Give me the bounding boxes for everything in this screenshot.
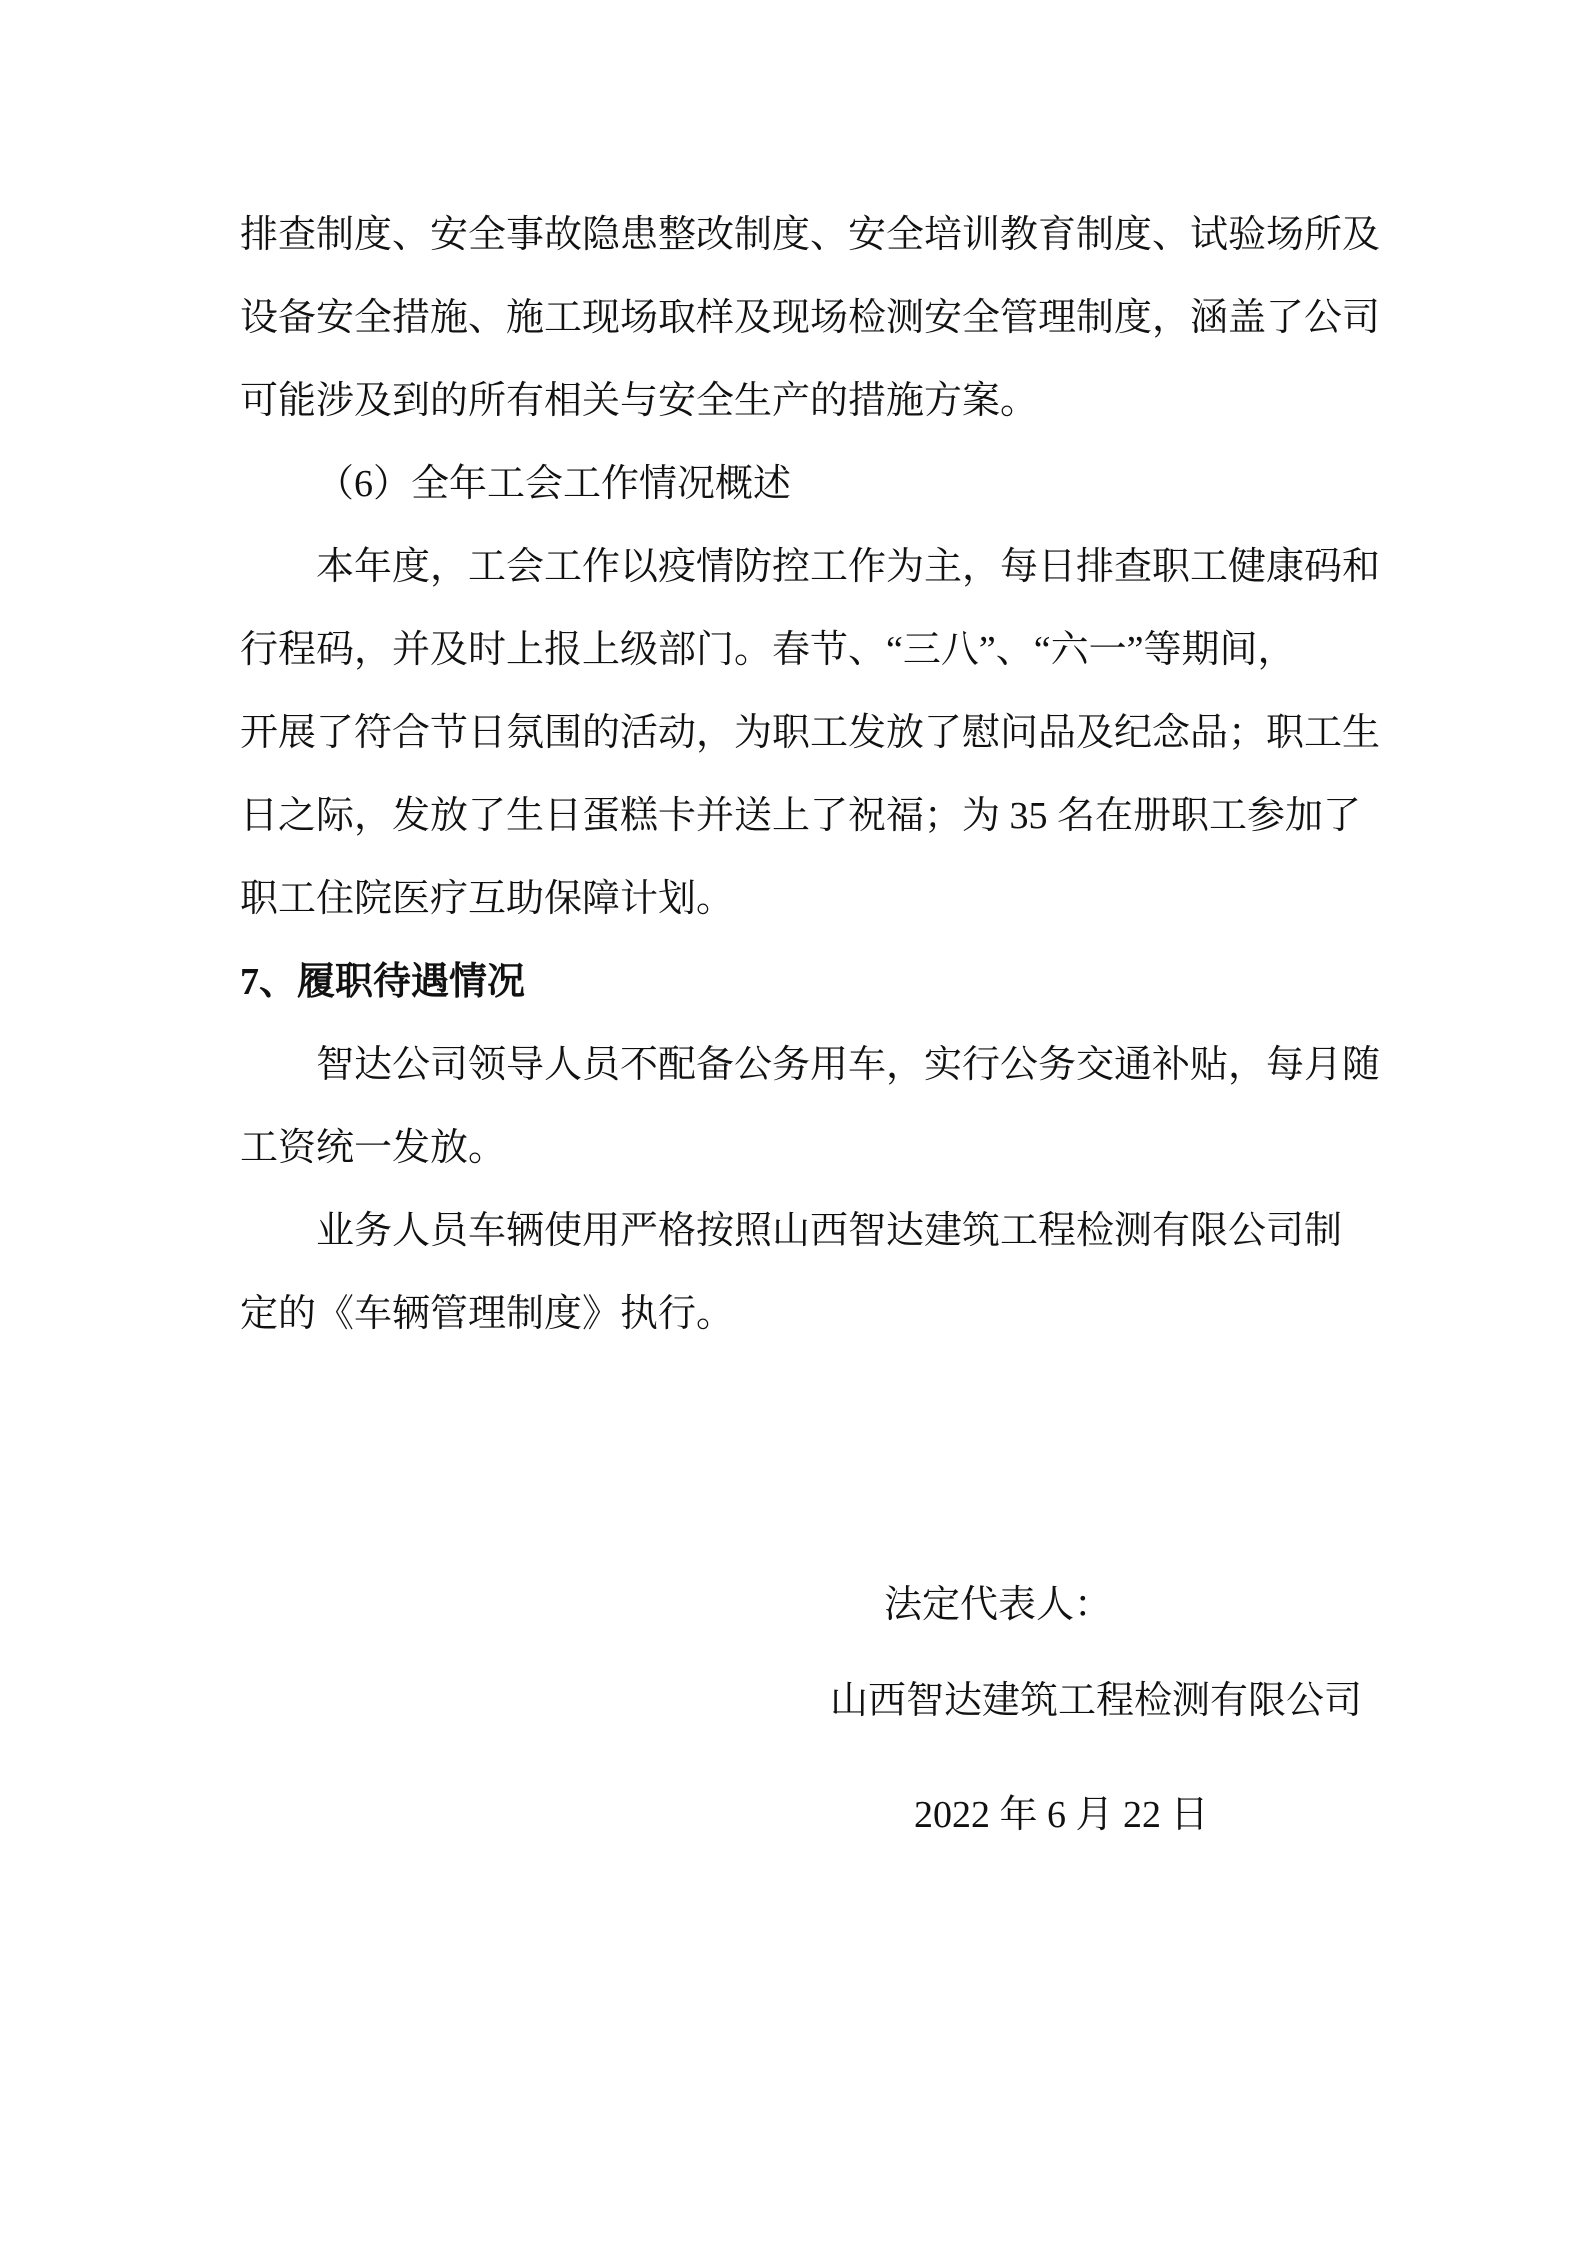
text-line: 定的《车辆管理制度》执行。 xyxy=(240,1293,735,1335)
text-line: （6）全年工会工作情况概述 xyxy=(316,463,792,505)
legal-representative-label: 法定代表人： xyxy=(884,1584,1113,1626)
text-line: 业务人员车辆使用严格按照山西智达建筑工程检测有限公司制 xyxy=(316,1210,1343,1252)
text-line: 日之际，发放了生日蛋糕卡并送上了祝福；为 35 名在册职工参加了 xyxy=(240,795,1362,837)
text-line: 工资统一发放。 xyxy=(240,1127,507,1169)
text-line: 开展了符合节日氛围的活动，为职工发放了慰问品及纪念品；职工生 xyxy=(240,712,1381,754)
text-line: 智达公司领导人员不配备公务用车，实行公务交通补贴，每月随 xyxy=(316,1044,1381,1086)
document-date: 2022 年 6 月 22 日 xyxy=(914,1794,1209,1836)
text-line: 行程码，并及时上报上级部门。春节、“三八”、“六一”等期间， xyxy=(240,629,1296,671)
text-line: 排查制度、安全事故隐患整改制度、安全培训教育制度、试验场所及 xyxy=(240,214,1381,256)
text-line: 7、履职待遇情况 xyxy=(240,961,526,1003)
text-line: 可能涉及到的所有相关与安全生产的措施方案。 xyxy=(240,380,1039,422)
company-name: 山西智达建筑工程检测有限公司 xyxy=(830,1680,1363,1722)
text-line: 职工住院医疗互助保障计划。 xyxy=(240,878,735,920)
text-line: 本年度，工会工作以疫情防控工作为主，每日排查职工健康码和 xyxy=(316,546,1381,588)
document-body xyxy=(240,194,1390,1356)
text-line: 设备安全措施、施工现场取样及现场检测安全管理制度，涵盖了公司 xyxy=(240,297,1381,339)
